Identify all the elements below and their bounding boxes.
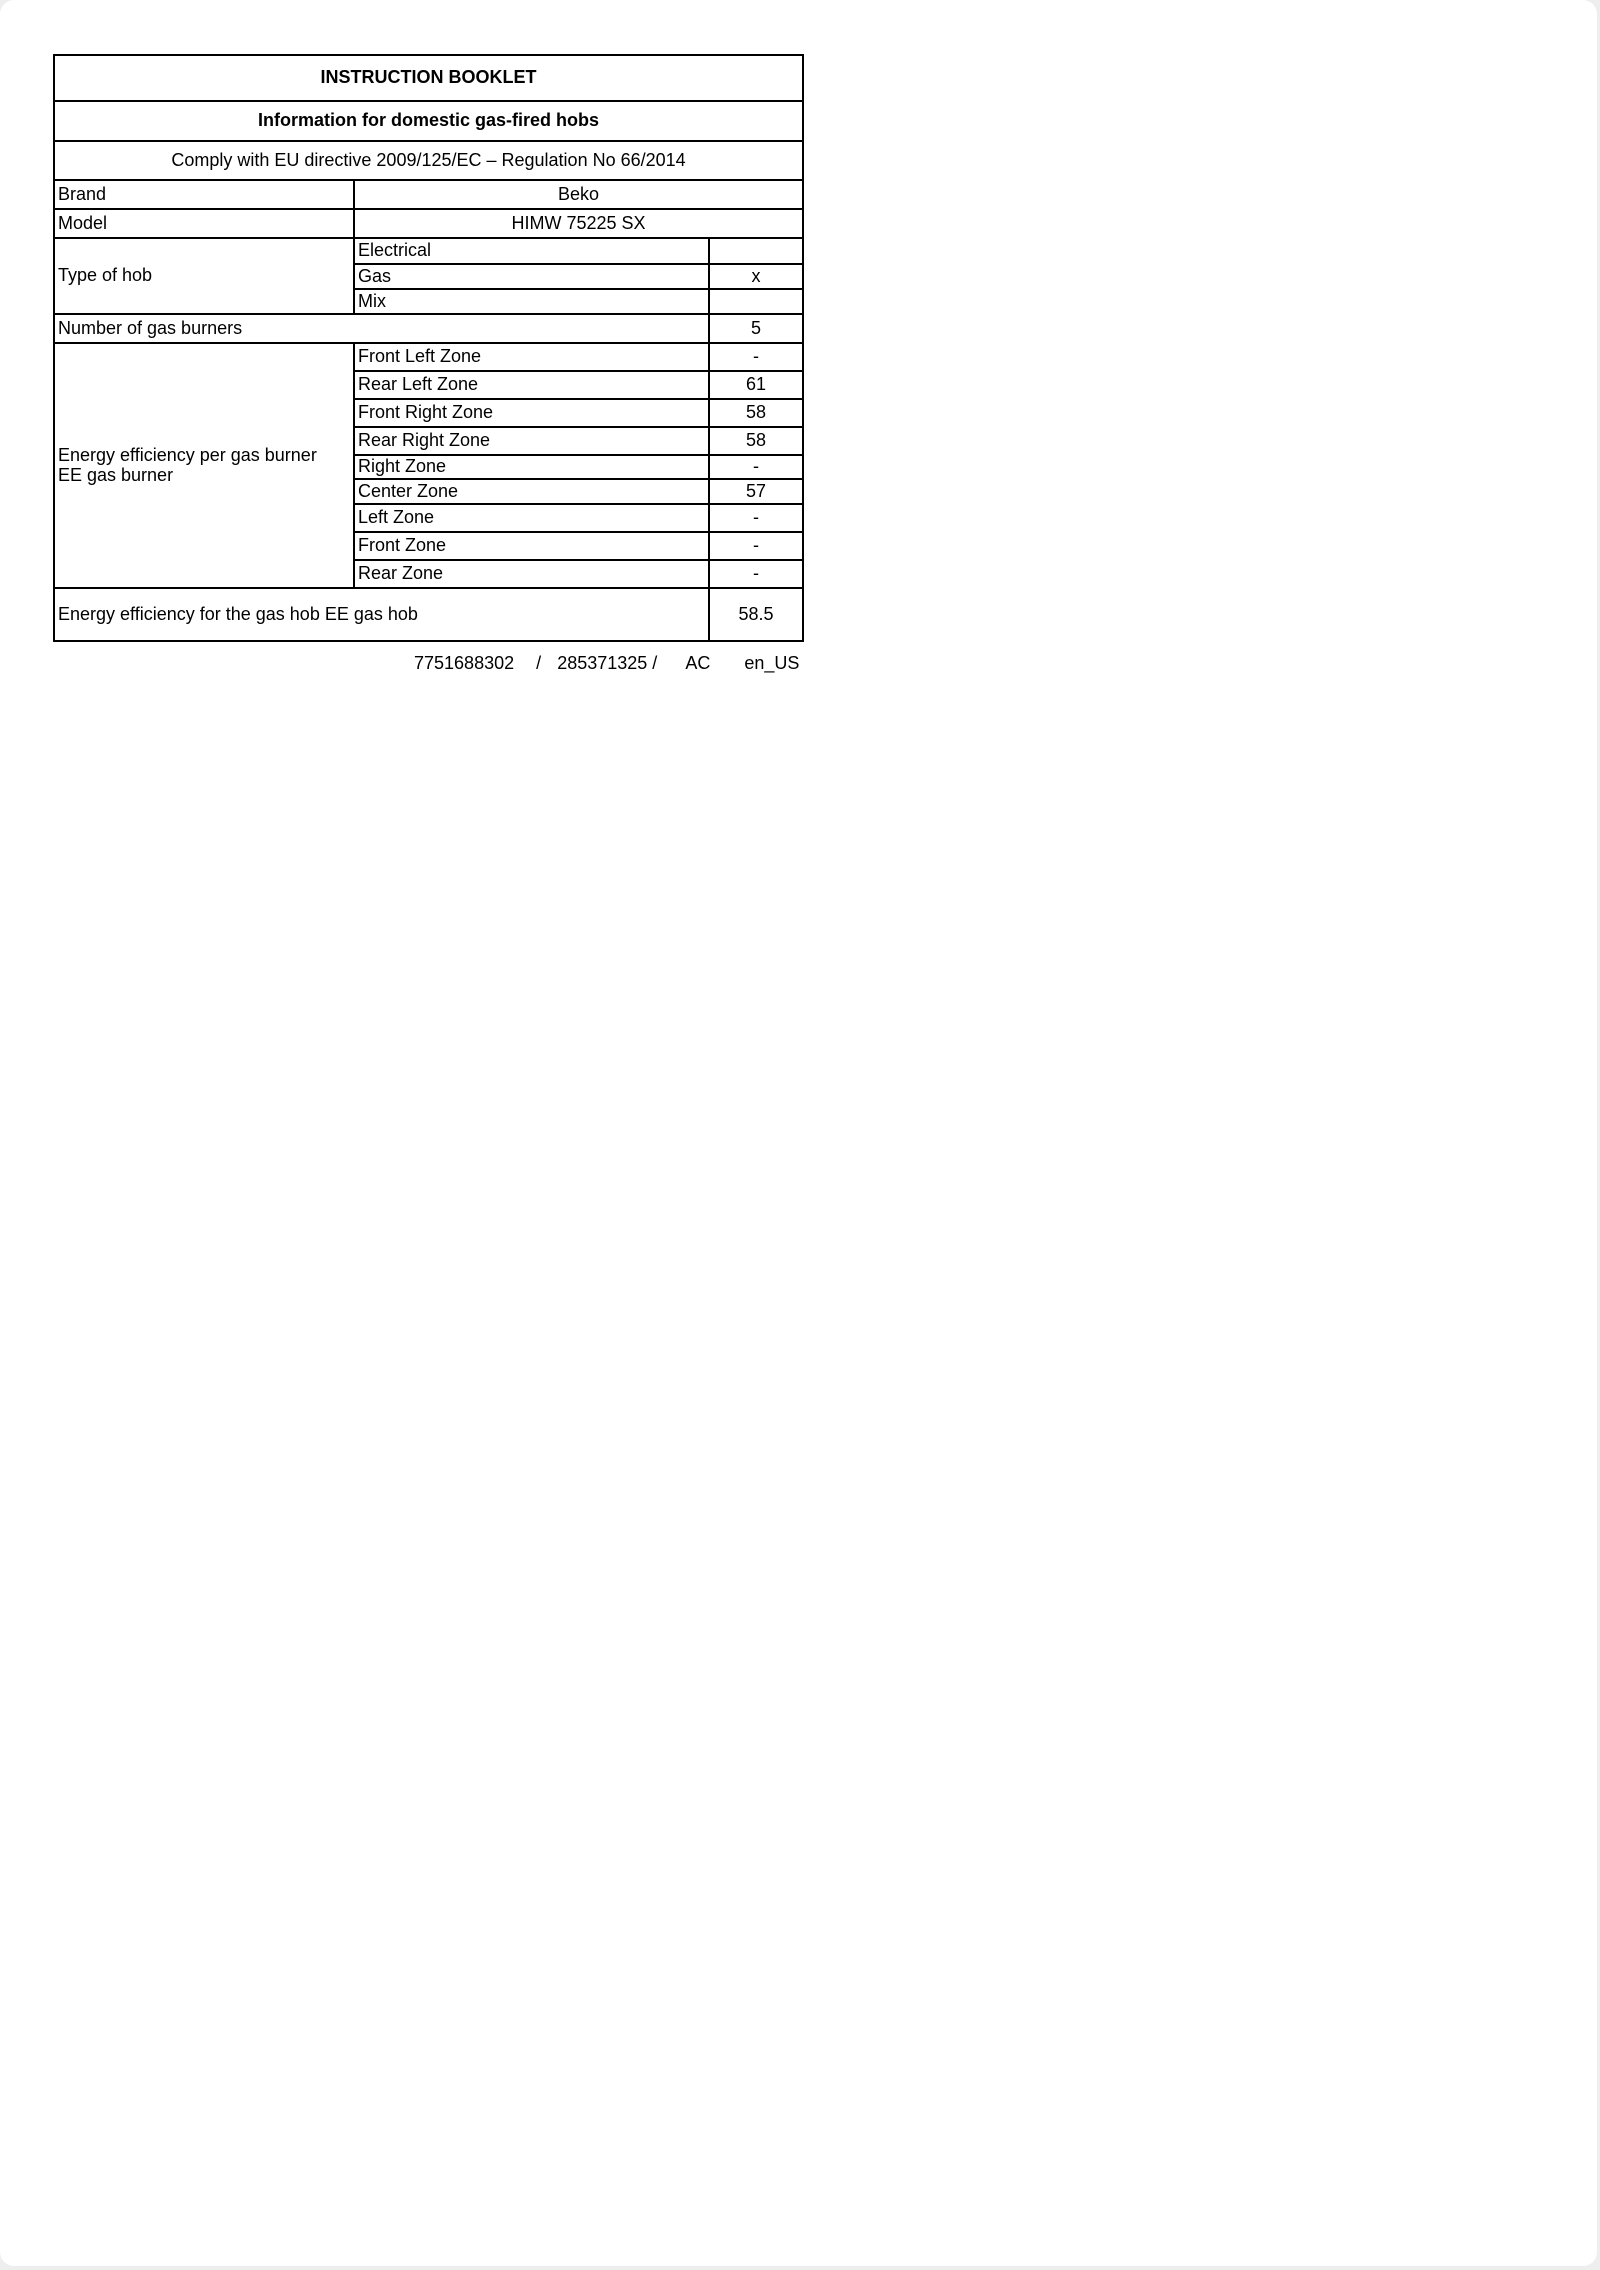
efficiency-label-line2: EE gas burner — [58, 464, 174, 485]
hob-type-option: Mix — [354, 289, 709, 314]
zone-value: - — [709, 343, 803, 371]
booklet-subtitle: Information for domestic gas-fired hobs — [54, 101, 803, 141]
document-codes — [414, 653, 799, 674]
zone-value: 58 — [709, 427, 803, 455]
model-label: Model — [54, 209, 354, 238]
efficiency-label — [54, 343, 354, 588]
zone-value: - — [709, 455, 803, 479]
zone-value: 57 — [709, 479, 803, 504]
locale-code: en_US — [744, 653, 800, 673]
burners-value: 5 — [709, 314, 803, 343]
burners-label: Number of gas burners — [54, 314, 709, 343]
zone-value: - — [709, 560, 803, 588]
hob-efficiency-label: Energy efficiency for the gas hob EE gas hob — [54, 588, 709, 641]
model-value: HIMW 75225 SX — [354, 209, 803, 238]
directive-text: Comply with EU directive 2009/125/EC – Regulation No 66/2014 — [54, 141, 803, 180]
booklet-title: INSTRUCTION BOOKLET — [54, 55, 803, 101]
zone-name: Front Left Zone — [354, 343, 709, 371]
hob-info-table — [53, 54, 804, 642]
revision-code: AC — [685, 653, 711, 673]
part-number: 7751688302 — [414, 653, 515, 673]
zone-name: Rear Left Zone — [354, 371, 709, 399]
hob-type-mark — [709, 289, 803, 314]
zone-name: Front Right Zone — [354, 399, 709, 427]
zone-value: - — [709, 504, 803, 532]
zone-name: Right Zone — [354, 455, 709, 479]
hob-type-option: Gas — [354, 264, 709, 289]
hob-type-mark — [709, 238, 803, 264]
hob-type-label: Type of hob — [54, 238, 354, 314]
brand-label: Brand — [54, 180, 354, 209]
zone-name: Left Zone — [354, 504, 709, 532]
zone-name: Center Zone — [354, 479, 709, 504]
zone-name: Front Zone — [354, 532, 709, 560]
zone-value: - — [709, 532, 803, 560]
hob-efficiency-value: 58.5 — [709, 588, 803, 641]
zone-value: 61 — [709, 371, 803, 399]
efficiency-label-line1: Energy efficiency per gas burner — [58, 444, 317, 465]
zone-name: Rear Right Zone — [354, 427, 709, 455]
zone-value: 58 — [709, 399, 803, 427]
hob-type-option: Electrical — [354, 238, 709, 264]
code-separator: / — [536, 653, 542, 673]
zone-name: Rear Zone — [354, 560, 709, 588]
hob-type-mark: x — [709, 264, 803, 289]
document-number: 285371325 / — [557, 653, 658, 673]
brand-value: Beko — [354, 180, 803, 209]
